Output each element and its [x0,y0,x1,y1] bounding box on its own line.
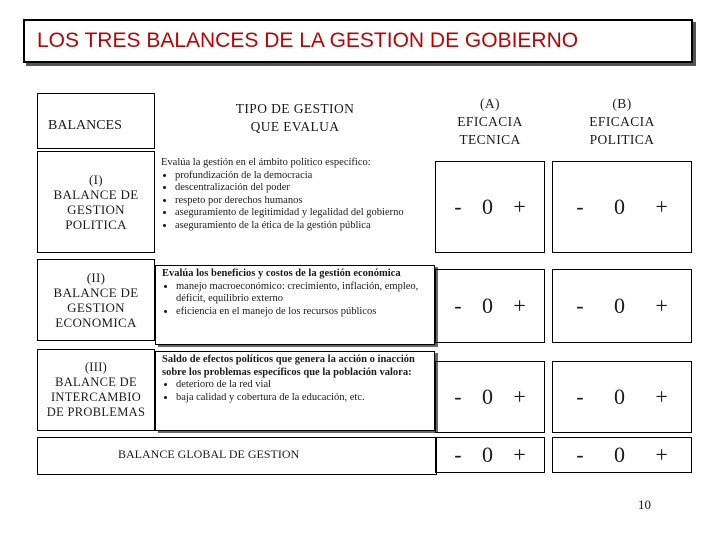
header-a-line2: EFICACIA [457,114,523,129]
row-desc-politica [155,155,435,255]
row-desc-intercambio [155,351,435,431]
scale-zero: 0 [613,194,625,219]
desc-bullet: • descentralización del poder [175,182,431,195]
row-label-line: DE PROBLEMAS [46,405,146,419]
scale-minus: - [454,384,462,409]
scale-plus: + [655,384,668,409]
scale-a-global [435,437,545,473]
row-label-line: POLITICA [65,217,127,232]
header-a-line3: TECNICA [459,132,521,147]
row-desc-economica [155,265,435,345]
scale-minus: - [576,442,584,467]
scale-zero: 0 [481,293,493,318]
scale [553,162,691,252]
scale-minus: - [576,194,584,219]
desc-bullet: • aseguramiento de legitimidad y legalidad del gobierno [175,207,431,220]
scale-b-global [552,437,692,473]
scale-zero: 0 [481,384,493,409]
scale-plus: + [513,194,526,219]
scale-zero: 0 [481,442,493,467]
global-balance-text: BALANCE GLOBAL DE GESTION [118,447,300,461]
scale-a-intercambio [435,361,545,433]
header-a-line1: (A) [480,96,500,111]
scale-plus: + [513,442,526,467]
scale-b-intercambio [552,361,692,433]
row-label-line: GESTION [67,202,125,217]
desc-bullet: • manejo macroeconómico: crecimiento, inflación, empleo, déficit, equilibrio externo [176,281,430,306]
scale-a-politica [435,161,545,253]
header-b-line3: POLITICA [589,132,655,147]
scale-plus: + [513,384,526,409]
scale [436,162,544,252]
desc-bullets [161,170,431,233]
header-balances-label: BALANCES [48,118,122,133]
scale [436,438,544,472]
scale [553,270,691,342]
desc-heading: Saldo de efectos políticos que genera la acción o inacción sobre los problemas específicos que la población valora: [162,354,415,378]
scale-plus: + [655,293,668,318]
desc-bullets [162,379,430,404]
desc-heading: Evalúa la gestión en el ámbito político específico: [161,157,371,168]
row-label-line: GESTION [67,300,125,315]
row-number: (II) [86,270,106,285]
page-number: 10 [638,497,651,512]
scale-minus: - [454,442,462,467]
scale [436,362,544,432]
row-label-line: BALANCE DE [53,187,139,202]
desc-heading: Evalúa los beneficios y costos de la gestión económica [162,268,401,279]
desc-bullet: • eficiencia en el manejo de los recursos públicos [176,306,430,319]
scale-plus: + [655,194,668,219]
desc-bullet: • profundización de la democracia [175,170,431,183]
scale-minus: - [454,293,462,318]
scale-zero: 0 [613,384,625,409]
global-balance-label [37,437,437,475]
scale [436,270,544,342]
row-number: (III) [84,360,108,374]
row-label-line: BALANCE DE [53,285,139,300]
scale-minus: - [576,293,584,318]
header-b-line2: EFICACIA [589,114,655,129]
scale-minus: - [576,384,584,409]
row-label-line: INTERCAMBIO [50,390,142,404]
row-label-line: BALANCE DE [55,375,137,389]
scale-minus: - [454,194,462,219]
scale-plus: + [513,293,526,318]
header-tipo [155,93,435,149]
scale-zero: 0 [613,442,625,467]
desc-bullets [162,281,430,319]
row-number: (I) [89,172,103,187]
desc-bullet: • deterioro de la red vial [176,379,430,392]
scale-b-economica [552,269,692,343]
scale-zero: 0 [481,194,493,219]
header-tipo-line2: QUE EVALUA [250,119,340,134]
scale-zero: 0 [613,293,625,318]
scale [553,438,691,472]
row-label-line: ECONOMICA [55,315,137,330]
desc-bullet: • aseguramiento de la ética de la gestión pública [175,220,431,233]
header-balances [37,93,155,149]
row-label-economica [37,259,155,341]
desc-bullet: • baja calidad y cobertura de la educación, etc. [176,392,430,405]
slide-title: LOS TRES BALANCES DE LA GESTION DE GOBIERNO [37,29,579,52]
desc-bullet: • respeto por derechos humanos [175,195,431,208]
row-label-intercambio [37,349,155,431]
header-eficacia-politica [552,93,692,149]
header-b-line1: (B) [612,96,632,111]
row-label-politica [37,151,155,253]
scale-plus: + [655,442,668,467]
scale-b-politica [552,161,692,253]
header-tipo-line1: TIPO DE GESTION [235,101,355,116]
scale [553,362,691,432]
scale-a-economica [435,269,545,343]
title-box [23,19,693,63]
header-eficacia-tecnica [435,93,545,149]
